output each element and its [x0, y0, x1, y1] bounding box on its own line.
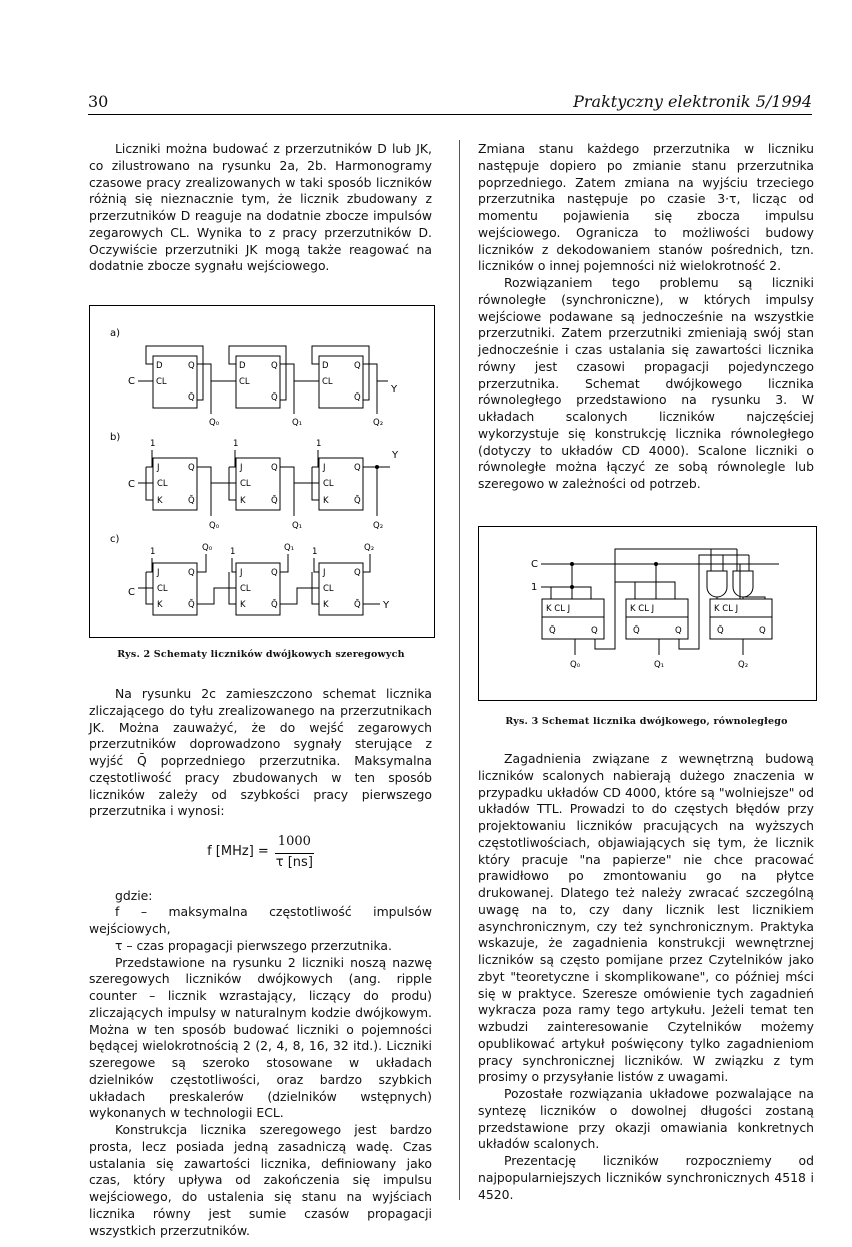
- pin-qbar: Q̄: [271, 496, 278, 506]
- left-paragraph-2: Na rysunku 2c zamieszczono schemat licznika zliczającego do tyłu zrealizowanego na przerzutnikach JK. Można zauważyć, że do wejść zegarowych przerzutników doprowadzono sygnały sterujące z wyjść Q̄ poprzedniego przerzutnika. Maksymalna częstotliwość pracy zbudowanych w ten sposób liczników zależy od szybkości pracy pierwszego przerzutnika i wynosi:: [89, 686, 432, 819]
- fig2-label-a: a): [110, 328, 121, 339]
- pin-qbar: Q̄: [354, 393, 361, 403]
- pin-cl: CL: [240, 479, 251, 489]
- frequency-formula: [89, 834, 432, 872]
- pin-q: Q: [271, 568, 278, 578]
- definition-tau: τ – czas propagacji pierwszego przerzutnika.: [115, 937, 392, 953]
- fig3-pins: K CL J: [546, 604, 571, 614]
- fig2b-input-c: C: [128, 479, 135, 490]
- fig2a-q0: Q₀: [209, 418, 220, 428]
- fig3-q: Q: [591, 626, 598, 636]
- right-bottom: [478, 751, 814, 1203]
- right-paragraph-4: Pozostałe rozwiązania układowe pozwalające na syntezę liczników o dowolnej długości zostaną przedstawione przy okazji omawiania konkretnych układów scalonych.: [478, 1086, 814, 1152]
- fig3-pins: K CL J: [630, 604, 655, 614]
- header-rule: [88, 114, 812, 115]
- fig2c-circuit: [128, 543, 390, 615]
- pin-j: J: [157, 463, 160, 473]
- fig3-input-c: C: [531, 559, 538, 570]
- fig3-pins: K CL J: [714, 604, 739, 614]
- pin-k: K: [323, 600, 329, 610]
- fig2b-q1: Q₁: [292, 521, 303, 531]
- fig2c-output-y: Y: [383, 600, 390, 611]
- right-paragraph-5: Prezentację liczników rozpoczniemy od najpopularniejszych liczników synchronicznych 4518 i 4520.: [478, 1153, 814, 1202]
- pin-d: D: [322, 361, 329, 371]
- fig2b-logic-1: 1: [233, 439, 239, 449]
- right-paragraph-2: Rozwiązaniem tego problemu są liczniki równoległe (synchroniczne), w których impulsy wejściowe podawane są jednocześnie na wszystkie przerzutniki. Zatem przerzutniki zmieniają swój stan jednocześnie i czas ustalania się zawartości licznika równy jest czasowi propagacji pojedynczego przerzutnika. Schemat dwójkowego licznika równoległego przedstawiono na rysunku 3. W układach scalonych liczników najczęściej wykorzystuje się konstrukcję licznika równoległego (dotyczy to układów CD 4000). Scalone liczniki o równoległe można łączyć ze sobą równolegle lub szeregowo w zależności od potrzeb.: [478, 275, 814, 491]
- fig2a-circuit: [128, 346, 398, 428]
- fig2b-q0: Q₀: [209, 521, 220, 531]
- pin-q: Q: [188, 463, 195, 473]
- fig2b-circuit: [128, 439, 399, 531]
- figure-3-schematic: [479, 527, 816, 700]
- pin-j: J: [323, 568, 326, 578]
- fig2c-logic-1: 1: [230, 547, 236, 557]
- pin-q: Q: [354, 463, 361, 473]
- pin-j: J: [157, 568, 160, 578]
- fig2-label-b: b): [110, 432, 121, 443]
- figure-2-caption: Rys. 2 Schematy liczników dwójkowych szeregowych: [117, 649, 405, 660]
- pin-d: D: [239, 361, 246, 371]
- pin-j: J: [323, 463, 326, 473]
- pin-k: K: [157, 496, 163, 506]
- fig2b-output-y: Y: [392, 450, 399, 461]
- pin-q: Q: [188, 361, 195, 371]
- pin-cl: CL: [156, 377, 167, 387]
- pin-q: Q: [354, 568, 361, 578]
- fig3-and-gate-1: [707, 571, 727, 597]
- fig3-qbar: Q̄: [633, 626, 640, 636]
- page-number: 30: [88, 92, 109, 111]
- fig2b-logic-1: 1: [316, 439, 322, 449]
- fig2a-q2: Q₂: [373, 418, 384, 428]
- fig3-qbar: Q̄: [549, 626, 556, 636]
- right-paragraph-3: Zagadnienia związane z wewnętrzną budową liczników scalonych nabierają dużego znaczenia w przypadku układów CD 4000, które są "wolniejsze" od układów TTL. Prowadzi to do częstych błędów przy projektowaniu liczników pracujących na wyższych częstotliwościach, objawiających się tym, że licznik który pracuje "na papierze" nie chce pracować prawidłowo po zmontowaniu go na płytce drukowanej. Dlatego też należy zwracać szczególną uwagę na to, czy dany licznik lest licznikiem asynchronicznym, czy też synchronicznym. Praktyka wskazuje, że zagadnienia konstrukcji wewnętrznej liczników są często pomijane przez Czytelników jako zbyt "teoretyczne i skomplikowane", co później mści się w praktyce. Szeresze omówienie tych zagadnień wykracza poza ramy tego artykułu. Jeżeli temat ten wzbudzi zainteresowanie Czytelników możemy opublikować artykuł poświęcony tylko zagadnieniom pracy synchronicznej liczników. W związku z tym prosimy o przysyłanie listów z uwagami.: [478, 751, 814, 1085]
- formula-numerator: 1000: [275, 834, 314, 854]
- fig3-q0: Q₀: [570, 660, 581, 670]
- pin-j: J: [240, 463, 243, 473]
- left-intro-paragraph: Liczniki można budować z przerzutników D lub JK, co zilustrowano na rysunku 2a, 2b. Harmonogramy czasowe pracy zrealizowanych w taki sposób liczników różnią się nieznacznie tym, że licznik zbudowany z przerzutników D reaguje na dodatnie zbocze impulsów zegarowych CL. Wynika to z pracy przerzutników D. Oczywiście przerzutniki JK mogą także reagować na dodatnie zbocze sygnału wejściowego.: [89, 141, 432, 274]
- pin-qbar: Q̄: [354, 600, 361, 610]
- pin-q: Q: [271, 463, 278, 473]
- column-divider: [459, 140, 460, 1200]
- fig2c-logic-1: 1: [150, 547, 156, 557]
- pin-cl: CL: [322, 377, 333, 387]
- fig2c-logic-1: 1: [312, 547, 318, 557]
- formula-denominator: τ [ns]: [275, 854, 313, 870]
- fig2b-q2: Q₂: [373, 521, 384, 531]
- fig2c-q1: Q₁: [284, 543, 295, 553]
- fig3-q2: Q₂: [738, 660, 749, 670]
- right-paragraph-1: Zmiana stanu każdego przerzutnika w liczniku następuje dopiero po zmianie stanu przerzutnika poprzedniego. Zatem zmiana na wyjściu trzeciego przerzutnika następuje po czasie 3·τ, licząc od momentu pojawienia się zbocza impulsu wejściowego. Ogranicza to możliwości budowy liczników z dekodowaniem stanów pośrednich, tzn. liczników o innej pojemności niż wielokrotność 2.: [478, 141, 814, 274]
- figure-3: [478, 526, 817, 701]
- pin-cl: CL: [157, 479, 168, 489]
- fig2a-q1: Q₁: [292, 418, 303, 428]
- pin-k: K: [157, 600, 163, 610]
- pin-k: K: [323, 496, 329, 506]
- pin-cl: CL: [323, 584, 334, 594]
- fig2a-output-y: Y: [391, 384, 398, 395]
- figure-2-schematic: [90, 306, 434, 637]
- fig2c-q2: Q₂: [364, 543, 375, 553]
- fig3-q1: Q₁: [654, 660, 665, 670]
- right-top: [478, 141, 814, 493]
- pin-qbar: Q̄: [271, 393, 278, 403]
- pin-qbar: Q̄: [188, 496, 195, 506]
- gdzie-label: gdzie:: [115, 887, 153, 903]
- pin-qbar: Q̄: [354, 496, 361, 506]
- pin-cl: CL: [323, 479, 334, 489]
- fig2a-input-c: C: [128, 376, 135, 387]
- figure-2: [89, 305, 435, 638]
- fig2-label-c: c): [110, 534, 120, 545]
- left-paragraph-4: Konstrukcja licznika szeregowego jest bardzo prosta, lecz posiada jedną zasadniczą wadę. Czas ustalania się zawartości licznika, definiowany jako czas, który upływa od zakończenia się impulsu wejściowego, do ustalenia się stanu na wyjściach licznika równy jest sumie czasów propagacji wszystkich przerzutników.: [89, 1122, 432, 1238]
- pin-q: Q: [188, 568, 195, 578]
- pin-cl: CL: [157, 584, 168, 594]
- figure-3-caption: Rys. 3 Schemat licznika dwójkowego, równoległego: [505, 716, 788, 727]
- fig3-q: Q: [675, 626, 682, 636]
- fig3-logic-1: 1: [531, 582, 538, 593]
- fig3-and-gate-2: [733, 571, 753, 597]
- left-paragraph-3: Przedstawione na rysunku 2 liczniki noszą nazwę szeregowych liczników dwójkowych (ang. ripple counter – licznik wzrastający, liczący do produ) zliczających impulsy w naturalnym kodzie dwójkowym. Można w ten sposób budować liczniki o pojemności będącej wielokrotnością 2 (2, 4, 8, 16, 32 itd.). Liczniki szeregowe są szeroko stosowane w układach dzielników częstotliwości, oraz bardzo szybkich układach preskalerów (dzielników wstępnych) wykonanych w technologii ECL.: [89, 954, 432, 1121]
- fig3-qbar: Q̄: [717, 626, 724, 636]
- pin-qbar: Q̄: [188, 393, 195, 403]
- pin-cl: CL: [239, 377, 250, 387]
- formula-fraction: [275, 834, 314, 872]
- pin-k: K: [240, 496, 246, 506]
- pin-qbar: Q̄: [271, 600, 278, 610]
- fig2c-input-c: C: [128, 587, 135, 598]
- fig3-q: Q: [759, 626, 766, 636]
- fig2b-logic-1: 1: [150, 439, 156, 449]
- pin-q: Q: [354, 361, 361, 371]
- left-body: [89, 686, 432, 1239]
- fig2c-q0: Q₀: [202, 543, 213, 553]
- pin-qbar: Q̄: [188, 600, 195, 610]
- pin-cl: CL: [240, 584, 251, 594]
- journal-title: Praktyczny elektronik 5/1994: [573, 92, 812, 111]
- pin-j: J: [240, 568, 243, 578]
- pin-d: D: [156, 361, 163, 371]
- formula-lhs: f [MHz] =: [207, 844, 269, 860]
- left-intro: [89, 141, 432, 275]
- definition-f: f – maksymalna częstotliwość impulsów wejściowych,: [89, 904, 432, 936]
- pin-q: Q: [271, 361, 278, 371]
- pin-k: K: [240, 600, 246, 610]
